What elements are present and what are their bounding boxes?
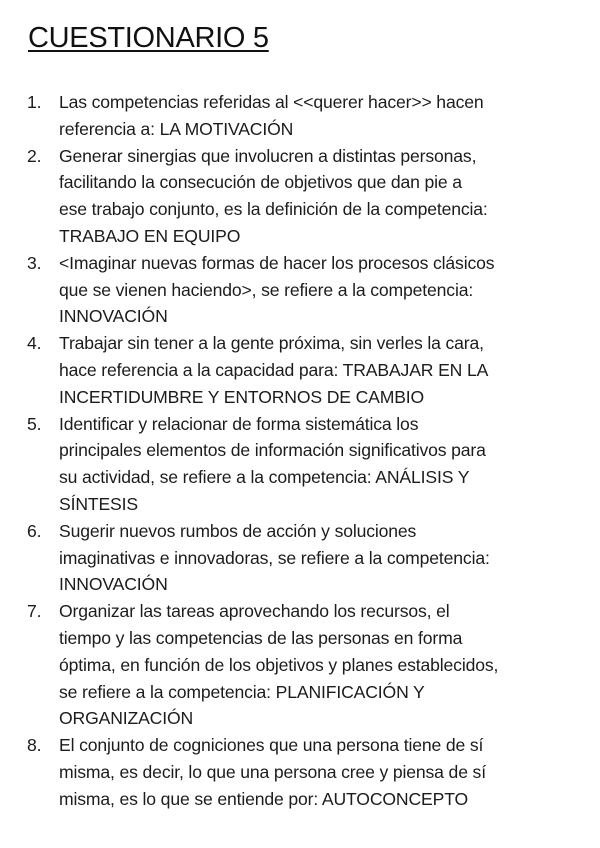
question-text: <Imaginar nuevas formas de hacer los procesos clásicos que se vienen haciendo>, se refiere a la competencia: INNOVACIÓN <box>59 252 495 327</box>
page-title: CUESTIONARIO 5 <box>28 22 269 54</box>
question-number: 3. <box>27 252 42 273</box>
question-text: El conjunto de cogniciones que una persona tiene de sí misma, es decir, lo que una persona cree y piensa de sí misma, es lo que se entiende por: AUTOCONCEPTO <box>59 735 486 809</box>
question-text: Trabajar sin tener a la gente próxima, sin verles la cara, hace referencia a la capacidad para: TRABAJAR EN LA INCERTIDUMBRE Y ENTORNOS DE CAMBIO <box>59 333 489 407</box>
question-number: 7. <box>27 601 42 622</box>
question-item <box>0 598 600 732</box>
question-item <box>0 330 600 410</box>
question-item <box>0 143 600 250</box>
question-item <box>0 250 600 330</box>
question-number: 8. <box>27 735 42 756</box>
question-item <box>0 89 600 143</box>
question-item <box>0 732 600 812</box>
question-text: Identificar y relacionar de forma sistemática los principales elementos de información significativos para su actividad, se refiere a la competencia: ANÁLISIS Y SÍNTESIS <box>59 413 486 514</box>
question-number: 5. <box>27 413 42 434</box>
question-number: 1. <box>27 92 42 112</box>
question-item <box>0 518 600 598</box>
question-number: 4. <box>27 333 42 354</box>
question-number: 6. <box>27 520 42 541</box>
question-list <box>0 89 600 813</box>
question-item <box>0 411 600 518</box>
question-number: 2. <box>27 145 42 166</box>
question-text: Generar sinergias que involucren a distintas personas, facilitando la consecución de objetivos que dan pie a ese trabajo conjunto, es la definición de la competencia: TRABAJO EN EQUIPO <box>59 145 488 246</box>
question-text: Organizar las tareas aprovechando los recursos, el tiempo y las competencias de las personas en forma óptima, en función de los objetivos y planes establecidos, se refiere a la competencia: PLANIFICACIÓN Y ORGANIZACIÓN <box>59 601 499 729</box>
question-text: Las competencias referidas al <<querer hacer>> hacen referencia a: LA MOTIVACIÓN <box>59 92 484 139</box>
question-text: Sugerir nuevos rumbos de acción y soluciones imaginativas e innovadoras, se refiere a la competencia: INNOVACIÓN <box>59 520 490 595</box>
